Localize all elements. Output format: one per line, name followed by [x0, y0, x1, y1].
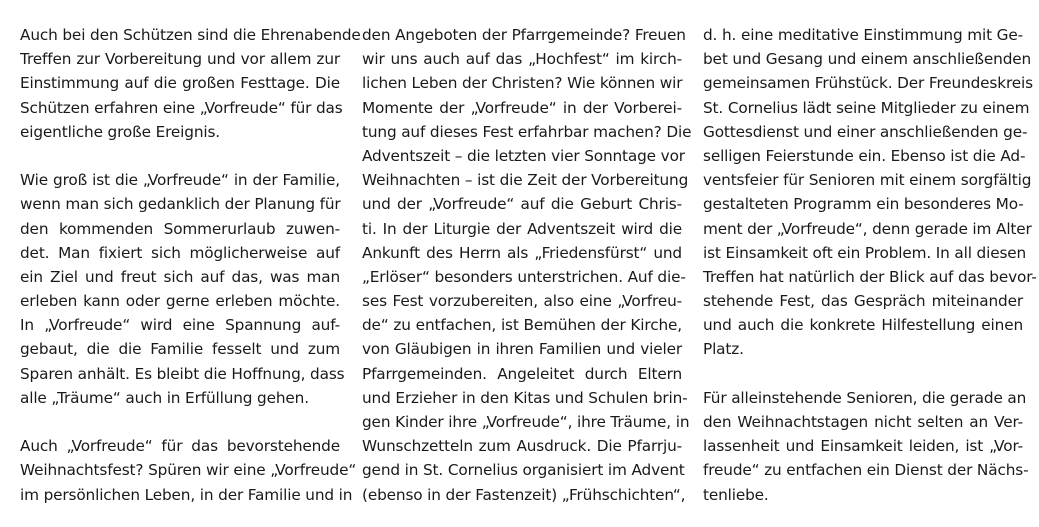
paragraph-gap	[20, 410, 340, 434]
text-line: ist Einsamkeit oft ein Problem. In all diesen	[703, 243, 1027, 262]
text-line: erleben kann oder gerne erleben möchte.	[20, 292, 340, 311]
paragraph-gap	[20, 144, 340, 168]
text-line: lassenheit und Einsamkeit leiden, ist „Vor-	[703, 437, 1023, 456]
text-line: ein Ziel und freut sich auf das, was man	[20, 267, 340, 286]
text-line: und auch die konkrete Hilfestellung einen	[703, 316, 1023, 335]
text-line: Für alleinstehende Senioren, die gerade an	[703, 388, 1027, 407]
text-line: eigentliche große Ereignis.	[20, 122, 221, 141]
text-line: d. h. eine meditative Einstimmung mit Ge-	[703, 26, 1023, 44]
text-line: den Angeboten der Pfarrgemeinde? Freuen	[362, 26, 686, 44]
text-line: Treffen hat natürlich der Blick auf das bevor-	[703, 267, 1037, 286]
text-line: Schützen erfahren eine „Vorfreude“ für das	[20, 98, 343, 117]
text-line: Sparen anhält. Es bleibt die Hoffnung, dass	[20, 364, 345, 383]
text-line: Auch „Vorfreude“ für das bevorstehende	[20, 437, 340, 456]
text-line: bet und Gesang und einem anschließenden	[703, 50, 1032, 69]
text-line: von Gläubigen in ihren Familien und vieler	[362, 340, 682, 359]
text-line: tung auf dieses Fest erfahrbar machen? Die	[362, 122, 692, 141]
text-line: Momente der „Vorfreude“ in der Vorberei-	[362, 98, 682, 117]
text-line: im persönlichen Leben, in der Familie und in	[20, 485, 353, 504]
text-line: Wie groß ist die „Vorfreude“ in der Familie,	[20, 171, 340, 190]
text-line: det. Man fixiert sich möglicherweise auf	[20, 243, 340, 262]
text-line: alle „Träume“ auch in Erfüllung gehen.	[20, 388, 309, 407]
text-line: (ebenso in der Fastenzeit) „Frühschichten“,	[362, 485, 686, 504]
text-line: gen Kinder ihre „Vorfreude“, ihre Träume, in	[362, 413, 690, 431]
text-column-2	[362, 23, 692, 507]
text-line: Pfarrgemeinden. Angeleitet durch Eltern	[362, 364, 682, 383]
text-line: Platz.	[703, 340, 744, 359]
text-line: gend in St. Cornelius organisiert im Advent	[362, 461, 685, 480]
text-line: stehende Fest, das Gespräch miteinander	[703, 292, 1023, 311]
text-line: gestalteten Programm ein besonderes Mo-	[703, 195, 1024, 214]
text-line: wenn man sich gedanklich der Planung für	[20, 195, 341, 214]
text-line: ti. In der Liturgie der Adventszeit wird die	[362, 219, 682, 238]
text-line: lichen Leben der Christen? Wie können wir	[362, 74, 683, 93]
text-column-1	[20, 23, 361, 507]
text-line: Ankunft des Herrn als „Friedensfürst“ und	[362, 243, 682, 262]
text-line: den kommenden Sommerurlaub zuwen-	[20, 219, 340, 238]
text-line: den Weihnachtstagen nicht selten an Ver-	[703, 413, 1023, 431]
text-line: und der „Vorfreude“ auf die Geburt Chris-	[362, 195, 682, 214]
text-line: Wunschzetteln zum Ausdruck. Die Pfarrju-	[362, 437, 682, 456]
text-line: tenliebe.	[703, 485, 769, 504]
text-line: de“ zu entfachen, ist Bemühen der Kirche,	[362, 316, 682, 335]
text-line: gebaut, die die Familie fesselt und zum	[20, 340, 340, 359]
text-line: gemeinsamen Frühstück. Der Freundeskreis	[703, 74, 1033, 93]
paragraph-gap	[703, 362, 1023, 386]
text-line: Adventszeit – die letzten vier Sonntage vor	[362, 146, 685, 165]
text-line: ventsfeier für Senioren mit einem sorgfältig	[703, 171, 1032, 190]
text-line: wir uns auch auf das „Hochfest“ im kirch-	[362, 50, 682, 69]
text-line: „Erlöser“ besonders unterstrichen. Auf die-	[362, 267, 686, 286]
text-line: Weihnachtsfest? Spüren wir eine „Vorfreude“	[20, 461, 357, 480]
text-line: Weihnachten – ist die Zeit der Vorbereitung	[362, 171, 689, 190]
text-line: Auch bei den Schützen sind die Ehrenabende	[20, 26, 361, 44]
text-line: In „Vorfreude“ wird eine Spannung auf-	[20, 316, 340, 335]
text-line: Einstimmung auf die großen Festtage. Die	[20, 74, 340, 93]
text-line: Gottesdienst und einer anschließenden ge-	[703, 122, 1028, 141]
text-column-3	[703, 23, 1037, 507]
text-line: Treffen zur Vorbereitung und vor allem zur	[20, 50, 340, 69]
text-line: selligen Feierstunde ein. Ebenso ist die Ad-	[703, 146, 1026, 165]
text-line: ment der „Vorfreude“, denn gerade im Alter	[703, 219, 1032, 238]
text-line: ses Fest vorzubereiten, also eine „Vorfreu-	[362, 292, 682, 311]
text-line: und Erzieher in den Kitas und Schulen brin-	[362, 388, 688, 407]
text-line: St. Cornelius lädt seine Mitglieder zu einem	[703, 98, 1030, 117]
text-line: freude“ zu entfachen ein Dienst der Nächs-	[703, 461, 1029, 480]
